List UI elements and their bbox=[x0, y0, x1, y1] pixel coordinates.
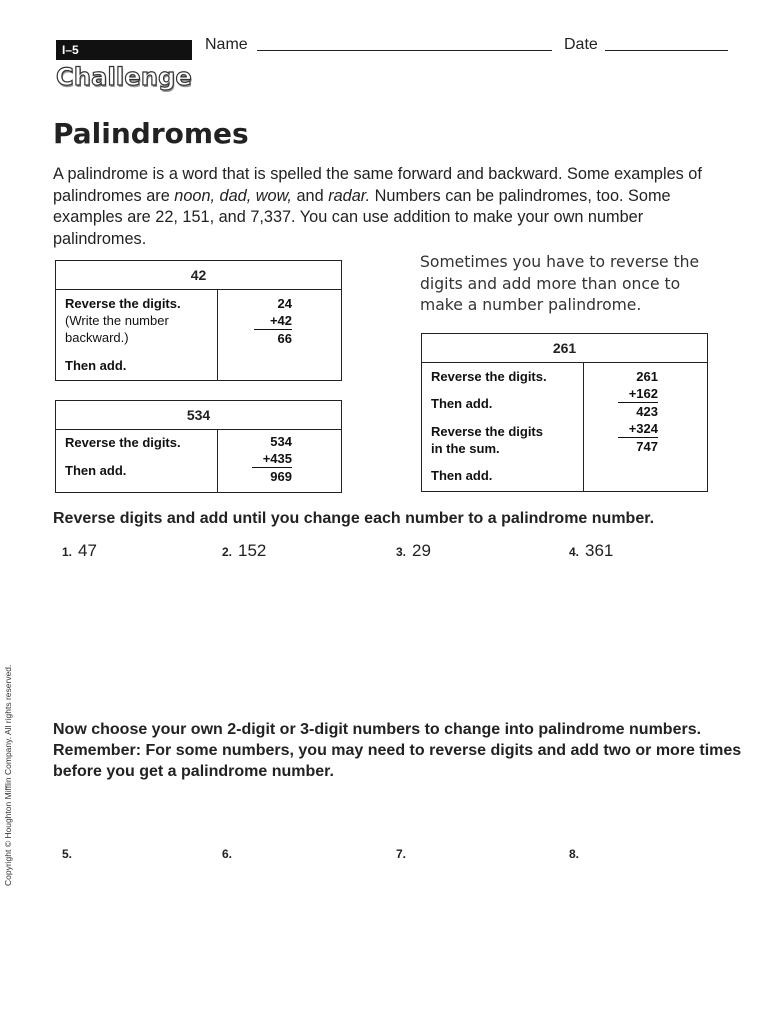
side-note: Sometimes you have to reverse the digits and add more than once to make a number palindrome. bbox=[420, 253, 700, 314]
example-number: 534 bbox=[56, 401, 341, 430]
problem-number: 3. bbox=[396, 545, 407, 559]
calc-line: 969 bbox=[270, 469, 292, 484]
step-reverse-sum: Reverse the digits bbox=[431, 424, 543, 439]
date-field-line[interactable] bbox=[605, 50, 728, 51]
instructions-reverse: Reverse digits and add until you change each number to a palindrome number. bbox=[53, 510, 655, 527]
copyright-notice: Copyright © Houghton Mifflin Company. All rights reserved. bbox=[3, 664, 13, 886]
problem-number: 1. bbox=[62, 545, 73, 559]
example-number: 261 bbox=[422, 334, 707, 363]
problem-2[interactable] bbox=[222, 541, 266, 561]
intro-text-2: Numbers can be palindromes, too. Some examples are 22, 151, and 7,337. You can use addition to make your own number palindromes. bbox=[53, 186, 671, 248]
problem-8[interactable] bbox=[569, 843, 585, 863]
box-divider bbox=[217, 429, 218, 492]
intro-and: and bbox=[291, 186, 329, 205]
calc-line: +42 bbox=[254, 312, 292, 330]
problem-number: 7. bbox=[396, 847, 407, 861]
example-calculation bbox=[618, 368, 658, 455]
example-box-534 bbox=[55, 400, 342, 493]
calc-line: +435 bbox=[252, 450, 292, 468]
name-field-line[interactable] bbox=[257, 50, 552, 51]
step-reverse-sum-2: in the sum. bbox=[431, 441, 500, 456]
challenge-logo: Challenge bbox=[56, 63, 192, 91]
step-reverse: Reverse the digits. bbox=[431, 369, 547, 384]
instructions-own-numbers: Now choose your own 2-digit or 3-digit numbers to change into palindrome numbers. Remember: For some numbers, you may need to reverse digits and add two or more times before you get a palindrome number. bbox=[53, 721, 742, 780]
step-reverse: Reverse the digits. bbox=[65, 296, 181, 311]
problem-1[interactable] bbox=[62, 541, 97, 561]
calc-line: +324 bbox=[618, 420, 658, 438]
problem-value: 361 bbox=[585, 541, 614, 560]
step-note-1: (Write the number bbox=[65, 313, 169, 328]
step-add: Then add. bbox=[431, 396, 493, 411]
lesson-tag: I–5 bbox=[56, 40, 192, 60]
calc-line: 24 bbox=[277, 296, 292, 311]
calc-line: 423 bbox=[636, 404, 658, 419]
problem-number: 2. bbox=[222, 545, 233, 559]
example-number: 42 bbox=[56, 261, 341, 290]
step-note-2: backward.) bbox=[65, 330, 129, 345]
step-add: Then add. bbox=[65, 358, 127, 373]
calc-line: 66 bbox=[277, 331, 292, 346]
date-label: Date bbox=[564, 36, 598, 53]
problem-7[interactable] bbox=[396, 843, 412, 863]
problem-value: 47 bbox=[78, 541, 97, 560]
problem-3[interactable] bbox=[396, 541, 431, 561]
step-add: Then add. bbox=[65, 463, 127, 478]
example-box-42 bbox=[55, 260, 342, 381]
box-divider bbox=[583, 362, 584, 491]
calc-line: 747 bbox=[636, 439, 658, 454]
box-divider bbox=[217, 289, 218, 380]
calc-line: 261 bbox=[636, 369, 658, 384]
problem-4[interactable] bbox=[569, 541, 613, 561]
example-box-261 bbox=[421, 333, 708, 492]
step-add-again: Then add. bbox=[431, 468, 493, 483]
intro-text-1: A palindrome is a word that is spelled the same forward and backward. Some examples of palindromes are bbox=[53, 165, 702, 205]
problem-number: 4. bbox=[569, 545, 580, 559]
step-reverse: Reverse the digits. bbox=[65, 435, 181, 450]
problem-value: 29 bbox=[412, 541, 431, 560]
problem-number: 8. bbox=[569, 847, 580, 861]
page-title: Palindromes bbox=[53, 117, 249, 150]
example-calculation bbox=[252, 433, 292, 485]
problem-number: 6. bbox=[222, 847, 233, 861]
intro-examples-2: radar. bbox=[328, 186, 371, 205]
name-label: Name bbox=[205, 36, 248, 53]
problem-5[interactable] bbox=[62, 843, 78, 863]
intro-examples-1: noon, dad, wow, bbox=[174, 186, 292, 205]
problem-value: 152 bbox=[238, 541, 267, 560]
problem-number: 5. bbox=[62, 847, 73, 861]
calc-line: 534 bbox=[270, 434, 292, 449]
intro-paragraph bbox=[53, 164, 718, 250]
example-calculation bbox=[254, 295, 292, 347]
calc-line: +162 bbox=[618, 385, 658, 403]
problem-6[interactable] bbox=[222, 843, 238, 863]
